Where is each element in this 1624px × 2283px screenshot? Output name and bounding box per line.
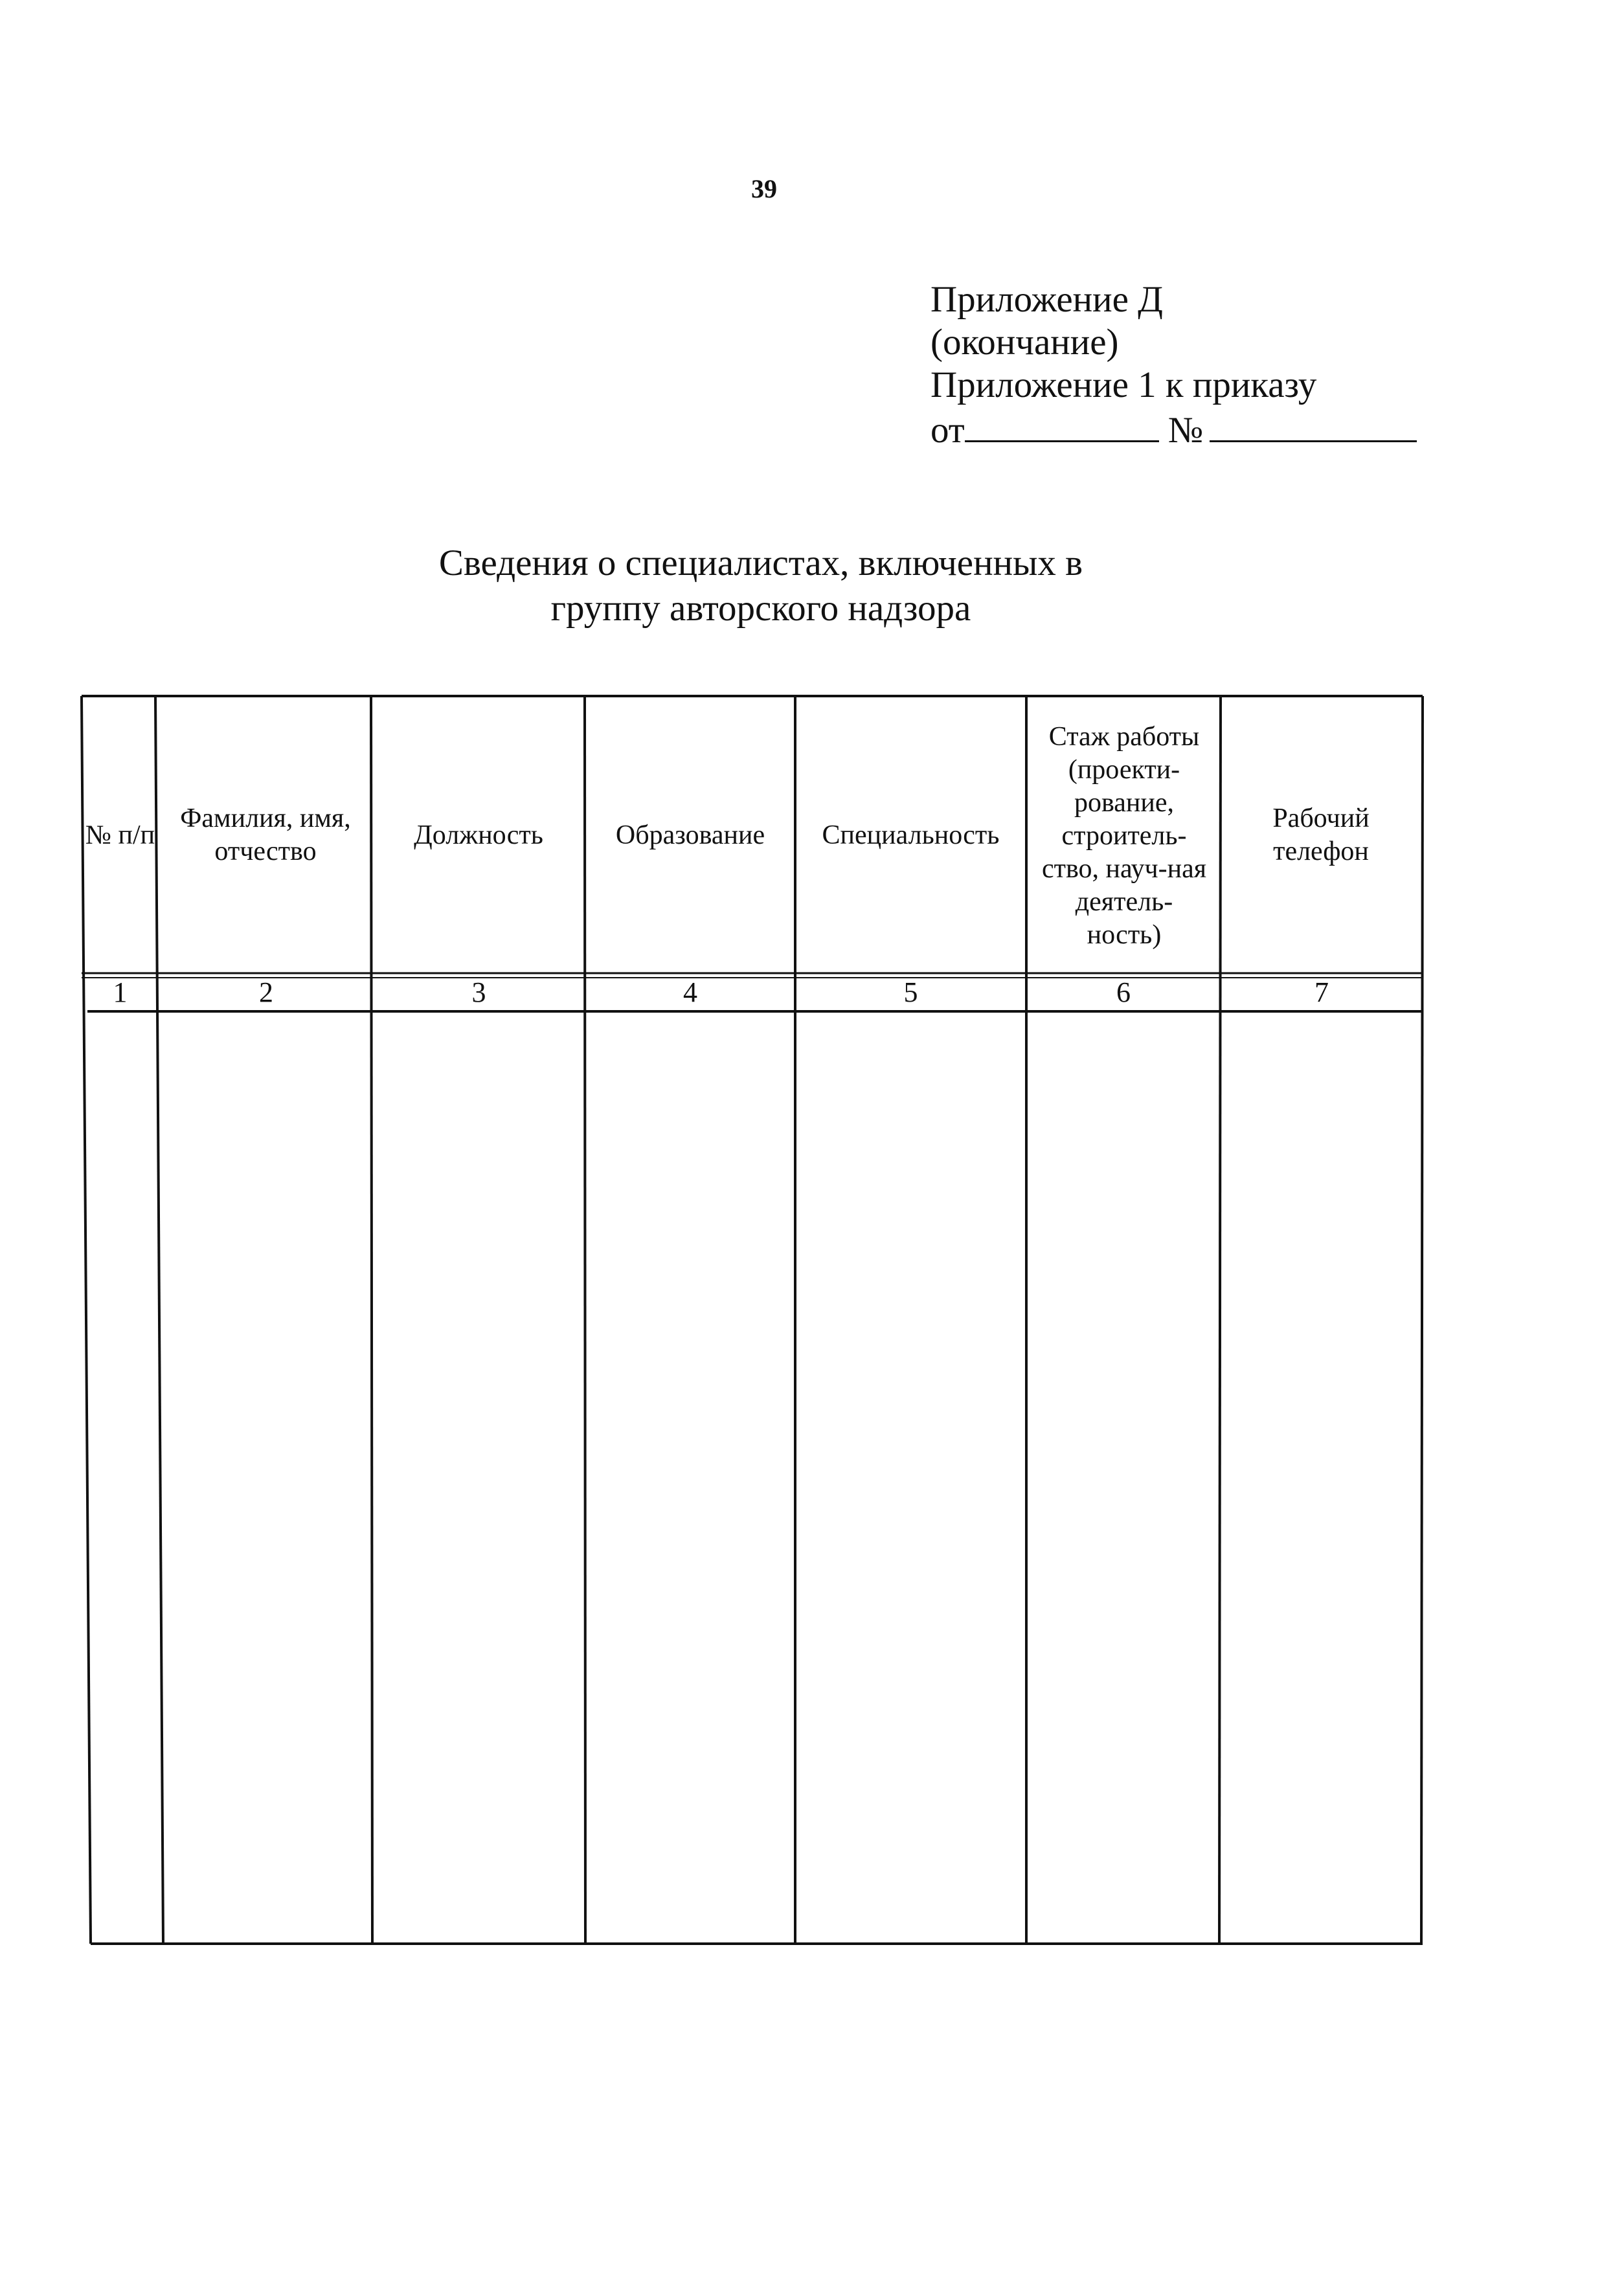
column-number-1: 1 <box>113 976 128 1008</box>
column-number-5: 5 <box>903 976 918 1008</box>
header-cell-position: Должность <box>414 820 543 850</box>
header-cell-work-phone: Рабочий телефон <box>1272 804 1370 866</box>
appendix-line-2: (окончание) <box>930 322 1119 363</box>
column-divider-6 <box>1219 696 1221 1944</box>
appendix-line-3: Приложение 1 к приказу <box>930 365 1317 405</box>
column-number-6: 6 <box>1116 976 1131 1008</box>
page-number: 39 <box>751 174 777 203</box>
title-line-2: группу авторского надзора <box>550 588 971 629</box>
header-cell-experience: Стаж работы (проекти-рование, строитель-ство, науч-ная деятель-ность) <box>1041 721 1207 950</box>
column-number-7: 7 <box>1314 976 1329 1008</box>
title-line-1: Сведения о специалистах, включенных в <box>438 543 1083 583</box>
column-divider-2 <box>371 696 372 1944</box>
header-cell-specialty: Специальность <box>822 820 1000 850</box>
header-cell-number: № п/п <box>85 820 155 850</box>
header-cell-education: Образование <box>615 820 765 850</box>
table-right-border <box>1421 696 1423 1944</box>
appendix-line-1: Приложение Д <box>930 279 1164 320</box>
number-label: № <box>1167 410 1204 451</box>
from-label: от <box>930 410 965 451</box>
header-cell-full-name: Фамилия, имя, отчество <box>180 804 351 866</box>
column-number-3: 3 <box>471 976 486 1008</box>
column-number-2: 2 <box>259 976 273 1008</box>
column-number-4: 4 <box>683 976 697 1008</box>
